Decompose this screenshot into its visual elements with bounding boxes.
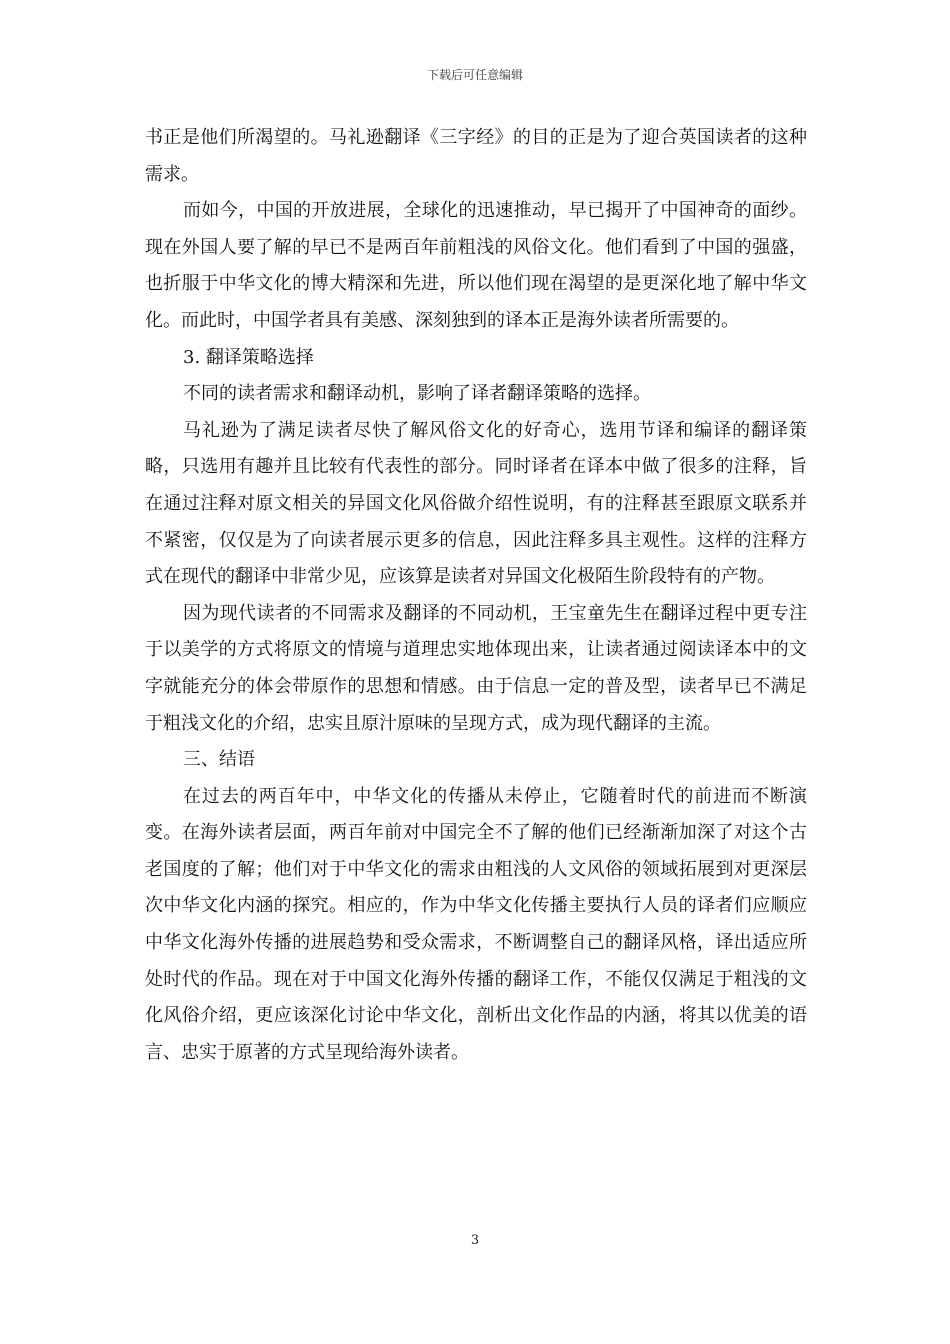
paragraph-continuation: 书正是他们所渴望的。马礼逊翻译《三字经》的目的正是为了迎合英国读者的这种需求。: [145, 127, 807, 185]
paragraph-conclusion: 在过去的两百年中，中华文化的传播从未停止，它随着时代的前进而不断演变。在海外读者层面，两百年前对中国完全不了解的他们已经渐渐加深了对这个古老国度的了解；他们对于中华文化的需求由粗浅的人文风俗的领域拓展到对更深层次中华文化内涵的探究。相应的，作为中华文化传播主要执行人员的译者们应顺应中华文化海外传播的进展趋势和受众需求，不断调整自己的翻译风格，译出适应所处时代的作品。现在对于中国文化海外传播的翻译工作，不能仅仅满足于粗浅的文化风俗介绍，更应该深化讨论中华文化，剖析出文化作品的内涵，将其以优美的语言、忠实于原著的方式呈现给海外读者。: [145, 785, 807, 1063]
paragraph-morrison-strategy: 马礼逊为了满足读者尽快了解风俗文化的好奇心，选用节译和编译的翻译策略，只选用有趣并且比较有代表性的部分。同时译者在译本中做了很多的注释，旨在通过注释对原文相关的异国文化风俗做介绍性说明，有的注释甚至跟原文联系并不紧密，仅仅是为了向读者展示更多的信息，因此注释多具主观性。这样的注释方式在现代的翻译中非常少见，应该算是读者对异国文化极陌生阶段特有的产物。: [145, 419, 807, 588]
paragraph-strategy-intro: 不同的读者需求和翻译动机，影响了译者翻译策略的选择。: [183, 383, 651, 405]
paragraph-modern-readers: 而如今，中国的开放进展，全球化的迅速推动，早已揭开了中国神奇的面纱。现在外国人要了解的早已不是两百年前粗浅的风俗文化。他们看到了中国的强盛，也折服于中华文化的博大精深和先进，所以他们现在渴望的是更深化地了解中华文化。而此时，中国学者具有美感、深刻独到的译本正是海外读者所需要的。: [145, 200, 807, 331]
page-header-note: 下载后可任意编辑: [426, 68, 523, 82]
section-heading-translation-strategy: 3. 翻译策略选择: [183, 346, 314, 368]
page-number: 3: [470, 1233, 480, 1248]
section-heading-conclusion: 三、结语: [183, 749, 255, 771]
paragraph-wang-strategy: 因为现代读者的不同需求及翻译的不同动机，王宝童先生在翻译过程中更专注于以美学的方式将原文的情境与道理忠实地体现出来，让读者通过阅读译本中的文字就能充分的体会带原作的思想和情感。由于信息一定的普及型，读者早已不满足于粗浅文化的介绍，忠实且原汁原味的呈现方式，成为现代翻译的主流。: [145, 602, 807, 734]
document-body: [145, 120, 807, 1071]
